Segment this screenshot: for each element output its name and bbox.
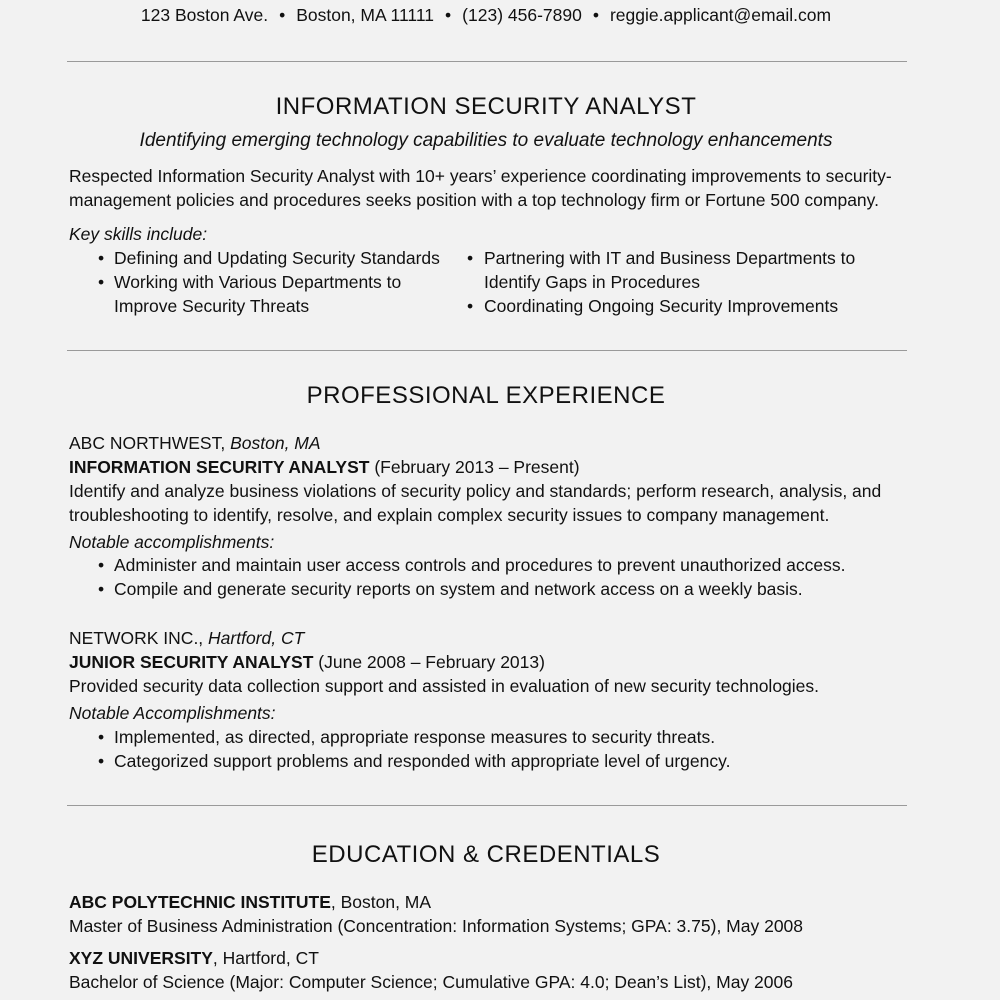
divider (67, 61, 907, 62)
summary-title: INFORMATION SECURITY ANALYST (275, 93, 697, 120)
contact-line (0, 5, 972, 26)
divider (67, 805, 907, 806)
bullet-icon: • (98, 727, 105, 747)
bullet-icon: • (98, 751, 105, 771)
contact-email: reggie.applicant@email.com (609, 5, 832, 25)
job-role: JUNIOR SECURITY ANALYST (69, 652, 314, 672)
school-location: , Boston, MA (330, 892, 432, 912)
job-company: NETWORK INC., (69, 628, 204, 648)
job-description-line-1: Provided security data collection support and assisted in evaluation of new security technologies. (69, 676, 820, 696)
education-title: EDUCATION & CREDENTIALS (311, 841, 661, 868)
job-description-line-2: troubleshooting to identify, resolve, and explain complex security issues to company management. (69, 505, 830, 525)
bullet-icon: • (98, 555, 105, 575)
contact-phone: (123) 456-7890 (462, 5, 582, 25)
bullet-icon: • (98, 272, 105, 292)
skill-item: Partnering with IT and Business Departments to (484, 248, 856, 268)
contact-city: Boston, MA 11111 (296, 5, 435, 25)
job-dates: (February 2013 – Present) (374, 457, 580, 477)
job-company: ABC NORTHWEST, (69, 433, 226, 453)
school-location: , Hartford, CT (212, 948, 319, 968)
bullet-icon: • (467, 296, 474, 316)
job-role: INFORMATION SECURITY ANALYST (69, 457, 370, 477)
accomplishments-label: Notable Accomplishments: (69, 703, 276, 723)
job-dates: (June 2008 – February 2013) (318, 652, 545, 672)
job-location: Boston, MA (230, 433, 321, 453)
accomplishment-item: Compile and generate security reports on system and network access on a weekly basis. (114, 579, 803, 599)
school-line (69, 946, 929, 970)
skills-label: Key skills include: (69, 224, 208, 244)
accomplishment-item: Categorized support problems and responded with appropriate level of urgency. (114, 751, 731, 771)
skill-item-continued: Identify Gaps in Procedures (484, 272, 700, 292)
job-role-line (69, 650, 929, 674)
skill-item: Coordinating Ongoing Security Improvements (484, 296, 839, 316)
bullet-icon: • (98, 579, 105, 599)
contact-address: 123 Boston Ave. (140, 5, 269, 25)
experience-title: PROFESSIONAL EXPERIENCE (306, 382, 666, 409)
summary-text-line-2: management policies and procedures seeks position with a top technology firm or Fortune 500 company. (69, 190, 879, 210)
job-description-line-1: Identify and analyze business violations of security policy and standards; perform research, analysis, and (69, 481, 882, 501)
accomplishment-item: Implemented, as directed, appropriate response measures to security threats. (114, 727, 716, 747)
job-employer (69, 431, 929, 455)
job-employer (69, 626, 929, 650)
separator-dot: • (279, 5, 286, 25)
school-name: XYZ UNIVERSITY (69, 948, 213, 968)
skill-item: Working with Various Departments to (114, 272, 402, 292)
school-name: ABC POLYTECHNIC INSTITUTE (69, 892, 331, 912)
skill-item: Defining and Updating Security Standards (114, 248, 440, 268)
summary-text-line-1: Respected Information Security Analyst with 10+ years’ experience coordinating improvements to security- (69, 166, 892, 186)
bullet-icon: • (467, 248, 474, 268)
school-line (69, 890, 929, 914)
bullet-icon: • (98, 248, 105, 268)
separator-dot: • (592, 5, 599, 25)
accomplishment-item: Administer and maintain user access controls and procedures to prevent unauthorized access. (114, 555, 846, 575)
school-degree: Master of Business Administration (Concentration: Information Systems; GPA: 3.75), May 2008 (69, 916, 804, 936)
summary-tagline: Identifying emerging technology capabilities to evaluate technology enhancements (139, 130, 833, 151)
separator-dot: • (445, 5, 452, 25)
job-role-line (69, 455, 929, 479)
job-location: Hartford, CT (208, 628, 305, 648)
school-degree: Bachelor of Science (Major: Computer Science; Cumulative GPA: 4.0; Dean’s List), May 2006 (69, 972, 793, 992)
skill-item-continued: Improve Security Threats (114, 296, 310, 316)
divider (67, 350, 907, 351)
accomplishments-label: Notable accomplishments: (69, 532, 275, 552)
